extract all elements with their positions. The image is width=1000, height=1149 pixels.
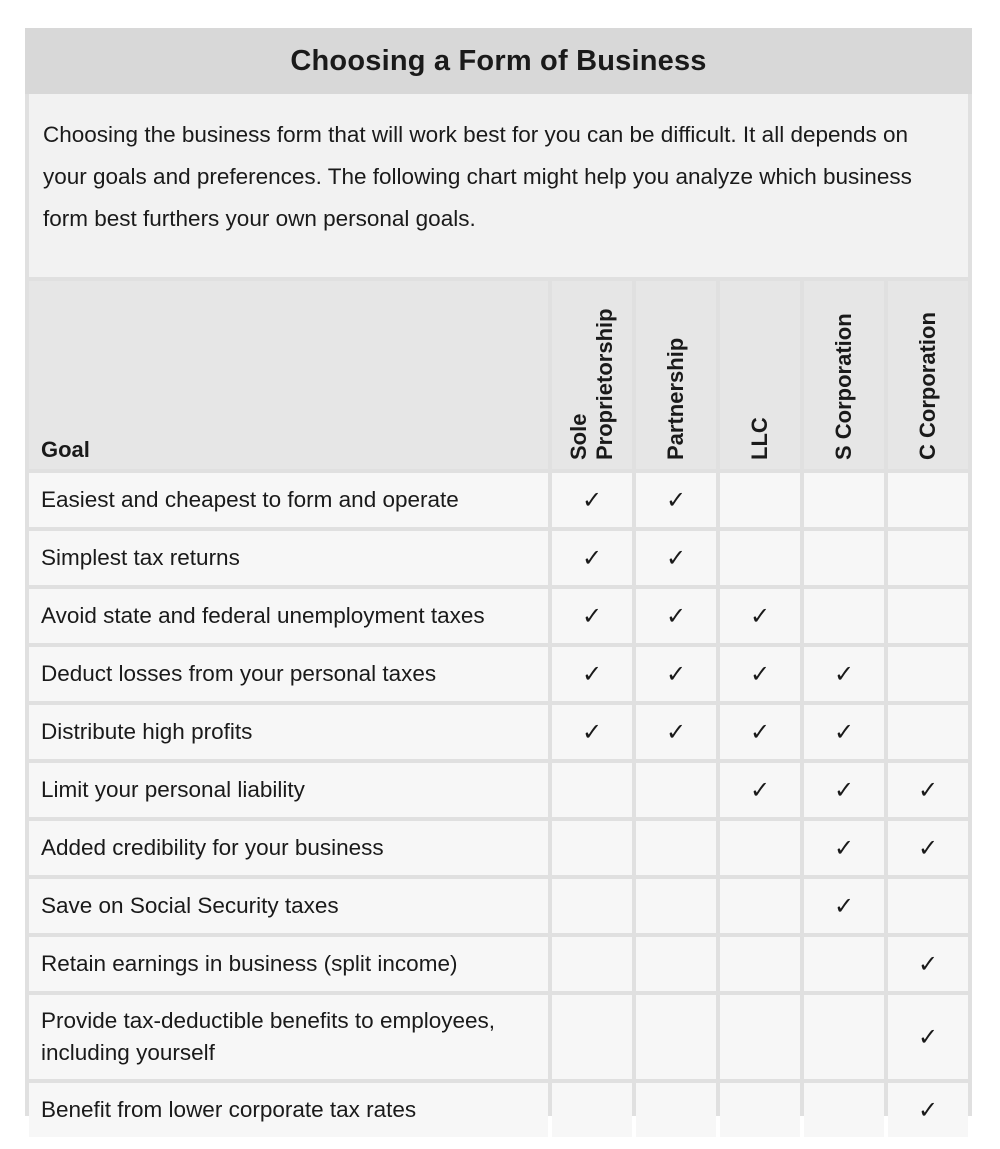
- table-row: [29, 473, 968, 527]
- check-cell: [804, 821, 884, 875]
- check-cell: [888, 589, 968, 643]
- goal-cell: Deduct losses from your personal taxes: [29, 647, 548, 701]
- form-column-header: [552, 281, 632, 469]
- form-column-header: [720, 281, 800, 469]
- check-cell: [888, 879, 968, 933]
- table-row: [29, 763, 968, 817]
- check-mark-icon: ✓: [749, 776, 771, 804]
- check-mark-icon: ✓: [581, 660, 603, 688]
- check-cell: [636, 647, 716, 701]
- check-cell: [804, 879, 884, 933]
- check-cell: [804, 589, 884, 643]
- check-cell: [804, 937, 884, 991]
- table-body: [29, 473, 968, 1137]
- check-cell: [720, 589, 800, 643]
- form-label-llc: LLC: [747, 417, 772, 460]
- check-cell: [552, 879, 632, 933]
- check-cell: [888, 1083, 968, 1137]
- check-mark-icon: ✓: [833, 718, 855, 746]
- check-mark-icon: ✓: [833, 834, 855, 862]
- check-cell: [888, 763, 968, 817]
- check-cell: [636, 531, 716, 585]
- check-cell: [552, 647, 632, 701]
- check-cell: [888, 995, 968, 1079]
- check-mark-icon: ✓: [917, 776, 939, 804]
- table-row: [29, 647, 968, 701]
- goal-cell: Simplest tax returns: [29, 531, 548, 585]
- check-cell: [552, 589, 632, 643]
- check-mark-icon: ✓: [581, 544, 603, 572]
- table-row: [29, 531, 968, 585]
- check-mark-icon: ✓: [665, 718, 687, 746]
- check-cell: [636, 473, 716, 527]
- chart-title: Choosing a Form of Business: [290, 44, 707, 77]
- check-mark-icon: ✓: [665, 544, 687, 572]
- check-cell: [636, 589, 716, 643]
- check-cell: [552, 821, 632, 875]
- check-cell: [888, 473, 968, 527]
- table-row: [29, 821, 968, 875]
- check-mark-icon: ✓: [581, 718, 603, 746]
- check-mark-icon: ✓: [917, 834, 939, 862]
- check-cell: [888, 705, 968, 759]
- check-cell: [720, 1083, 800, 1137]
- check-cell: [804, 1083, 884, 1137]
- form-label-sole-proprietorship: Sole Proprietorship: [566, 308, 617, 460]
- check-mark-icon: ✓: [749, 602, 771, 630]
- form-label-partnership: Partnership: [663, 337, 688, 460]
- check-mark-icon: ✓: [749, 718, 771, 746]
- check-cell: [552, 763, 632, 817]
- check-mark-icon: ✓: [917, 950, 939, 978]
- check-cell: [720, 995, 800, 1079]
- check-cell: [552, 937, 632, 991]
- goal-column-header: [29, 281, 548, 469]
- check-cell: [720, 821, 800, 875]
- check-cell: [720, 647, 800, 701]
- check-mark-icon: ✓: [833, 776, 855, 804]
- check-cell: [552, 995, 632, 1079]
- check-cell: [552, 705, 632, 759]
- goal-cell: Added credibility for your business: [29, 821, 548, 875]
- check-mark-icon: ✓: [665, 602, 687, 630]
- goal-column-label: Goal: [41, 437, 90, 462]
- check-cell: [720, 531, 800, 585]
- check-cell: [720, 937, 800, 991]
- table-row: [29, 705, 968, 759]
- check-cell: [636, 995, 716, 1079]
- check-cell: [636, 705, 716, 759]
- form-label-c-corporation: C Corporation: [915, 312, 940, 460]
- intro-paragraph: Choosing the business form that will work best for you can be difficult. It all depends on your goals and preferences. The following chart might help you analyze which business form best furthers your own personal goals.: [29, 94, 968, 277]
- table-row: [29, 937, 968, 991]
- check-cell: [636, 879, 716, 933]
- check-cell: [552, 1083, 632, 1137]
- table-row: [29, 879, 968, 933]
- check-mark-icon: ✓: [665, 660, 687, 688]
- check-mark-icon: ✓: [833, 660, 855, 688]
- check-cell: [804, 705, 884, 759]
- check-mark-icon: ✓: [917, 1096, 939, 1124]
- goal-cell: Limit your personal liability: [29, 763, 548, 817]
- form-column-header: [804, 281, 884, 469]
- check-mark-icon: ✓: [581, 602, 603, 630]
- check-cell: [636, 937, 716, 991]
- goal-cell: Distribute high profits: [29, 705, 548, 759]
- title-bar: [25, 28, 972, 94]
- check-mark-icon: ✓: [917, 1023, 939, 1051]
- check-mark-icon: ✓: [833, 892, 855, 920]
- check-cell: [636, 763, 716, 817]
- header-row: [29, 281, 968, 469]
- form-column-header: [636, 281, 716, 469]
- check-mark-icon: ✓: [665, 486, 687, 514]
- check-cell: [720, 705, 800, 759]
- business-form-chart: [25, 28, 972, 1124]
- check-cell: [552, 531, 632, 585]
- check-cell: [804, 995, 884, 1079]
- form-label-s-corporation: S Corporation: [831, 313, 856, 460]
- goal-cell: Retain earnings in business (split income): [29, 937, 548, 991]
- goal-cell: Easiest and cheapest to form and operate: [29, 473, 548, 527]
- table-row: [29, 995, 968, 1079]
- form-column-header: [888, 281, 968, 469]
- check-cell: [636, 1083, 716, 1137]
- comparison-table: [25, 277, 972, 1141]
- check-mark-icon: ✓: [581, 486, 603, 514]
- check-cell: [804, 763, 884, 817]
- goal-cell: Save on Social Security taxes: [29, 879, 548, 933]
- table-row: [29, 1083, 968, 1137]
- goal-cell: Avoid state and federal unemployment taxes: [29, 589, 548, 643]
- check-cell: [720, 879, 800, 933]
- check-cell: [720, 763, 800, 817]
- check-cell: [804, 473, 884, 527]
- check-cell: [804, 531, 884, 585]
- check-cell: [888, 937, 968, 991]
- check-cell: [552, 473, 632, 527]
- goal-cell: Provide tax-deductible benefits to employees, including yourself: [29, 995, 548, 1079]
- check-cell: [804, 647, 884, 701]
- check-cell: [888, 647, 968, 701]
- check-mark-icon: ✓: [749, 660, 771, 688]
- goal-cell: Benefit from lower corporate tax rates: [29, 1083, 548, 1137]
- check-cell: [720, 473, 800, 527]
- table-row: [29, 589, 968, 643]
- check-cell: [888, 531, 968, 585]
- check-cell: [888, 821, 968, 875]
- check-cell: [636, 821, 716, 875]
